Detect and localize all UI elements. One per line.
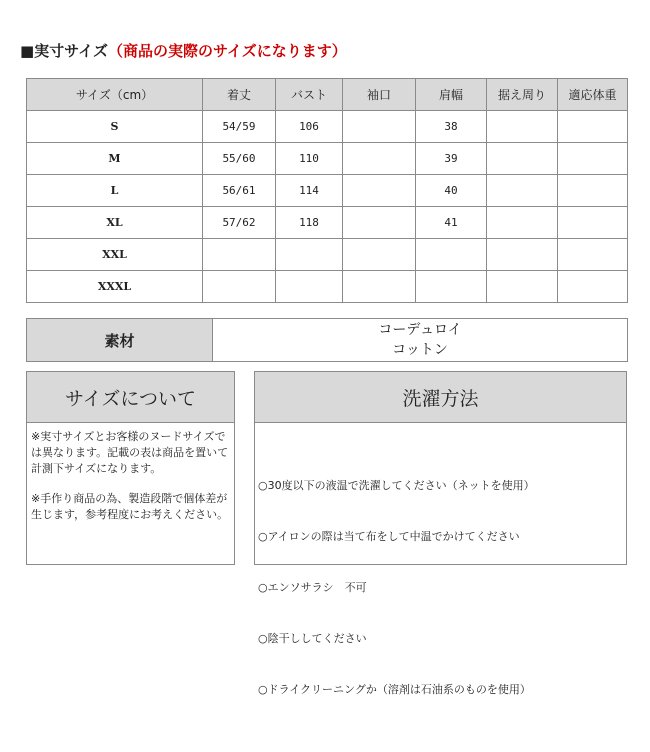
column-header-cuff: 袖口 xyxy=(343,79,416,111)
bust-cell: 110 xyxy=(276,143,343,175)
length-cell xyxy=(203,239,276,271)
shoulder-cell xyxy=(416,239,487,271)
table-row xyxy=(27,111,628,143)
cuff-cell xyxy=(343,143,416,175)
length-cell xyxy=(203,271,276,303)
size-table xyxy=(26,78,628,303)
size-cell: L xyxy=(27,175,203,207)
hem-cell xyxy=(487,143,558,175)
hem-cell xyxy=(487,175,558,207)
weight-cell xyxy=(558,143,628,175)
column-header-shoulder: 肩幅 xyxy=(416,79,487,111)
shoulder-cell xyxy=(416,271,487,303)
cuff-cell xyxy=(343,207,416,239)
material-value xyxy=(213,319,628,362)
length-cell: 55/60 xyxy=(203,143,276,175)
size-cell: XL xyxy=(27,207,203,239)
length-cell: 56/61 xyxy=(203,175,276,207)
shoulder-cell: 38 xyxy=(416,111,487,143)
cuff-cell xyxy=(343,239,416,271)
table-row xyxy=(27,239,628,271)
length-cell: 57/62 xyxy=(203,207,276,239)
title-note: （商品の実際のサイズになります） xyxy=(107,42,347,60)
size-cell: XXL xyxy=(27,239,203,271)
shoulder-cell: 41 xyxy=(416,207,487,239)
table-row xyxy=(27,175,628,207)
cuff-cell xyxy=(343,271,416,303)
size-cell: S xyxy=(27,111,203,143)
shoulder-cell: 39 xyxy=(416,143,487,175)
size-cell: M xyxy=(27,143,203,175)
hem-cell xyxy=(487,111,558,143)
bust-cell: 114 xyxy=(276,175,343,207)
washing-item: ○陰干ししてください xyxy=(258,632,367,645)
table-row xyxy=(27,143,628,175)
material-line-1: コーデュロイ xyxy=(378,322,462,338)
material-row xyxy=(27,319,628,362)
size-info-note-2: ※手作り商品の為、製造段階で個体差が生じます，参考程度にお考えください。 xyxy=(31,492,229,521)
title-prefix: ■実寸サイズ xyxy=(20,42,108,60)
size-cell: XXXL xyxy=(27,271,203,303)
washing-item: ○アイロンの際は当て布をして中温でかけてください xyxy=(258,530,520,543)
washing-item: ○ドライクリーニングか（溶剤は石油系のものを使用） xyxy=(258,683,531,696)
page-title xyxy=(20,40,347,61)
cuff-cell xyxy=(343,111,416,143)
column-header-size: サイズ（cm） xyxy=(27,79,203,111)
table-row xyxy=(27,271,628,303)
bust-cell xyxy=(276,271,343,303)
shoulder-cell: 40 xyxy=(416,175,487,207)
column-header-hem: 据え周り xyxy=(487,79,558,111)
material-table xyxy=(26,318,628,362)
column-header-weight: 適応体重 xyxy=(558,79,628,111)
hem-cell xyxy=(487,271,558,303)
washing-box xyxy=(254,371,627,696)
size-info-box xyxy=(26,371,235,565)
washing-title: 洗濯方法 xyxy=(255,372,626,423)
washing-list xyxy=(255,423,626,752)
cuff-cell xyxy=(343,175,416,207)
column-header-bust: バスト xyxy=(276,79,343,111)
washing-item: ○エンソサラシ 不可 xyxy=(258,581,367,594)
weight-cell xyxy=(558,271,628,303)
weight-cell xyxy=(558,239,628,271)
material-line-2: コットン xyxy=(392,342,448,358)
bust-cell xyxy=(276,239,343,271)
hem-cell xyxy=(487,239,558,271)
material-label: 素材 xyxy=(27,319,213,362)
size-table-header-row xyxy=(27,79,628,111)
weight-cell xyxy=(558,175,628,207)
weight-cell xyxy=(558,207,628,239)
size-info-title: サイズについて xyxy=(27,372,234,423)
bust-cell: 118 xyxy=(276,207,343,239)
washing-item: ○30度以下の液温で洗濯してください（ネットを使用） xyxy=(258,479,535,492)
size-info-note-1: ※実寸サイズとお客様のヌードサイズでは異なります。記載の表は商品を置いて計測下サイズになります。 xyxy=(31,430,229,475)
size-info-body xyxy=(27,423,234,529)
length-cell: 54/59 xyxy=(203,111,276,143)
column-header-length: 着丈 xyxy=(203,79,276,111)
bust-cell: 106 xyxy=(276,111,343,143)
table-row xyxy=(27,207,628,239)
hem-cell xyxy=(487,207,558,239)
weight-cell xyxy=(558,111,628,143)
